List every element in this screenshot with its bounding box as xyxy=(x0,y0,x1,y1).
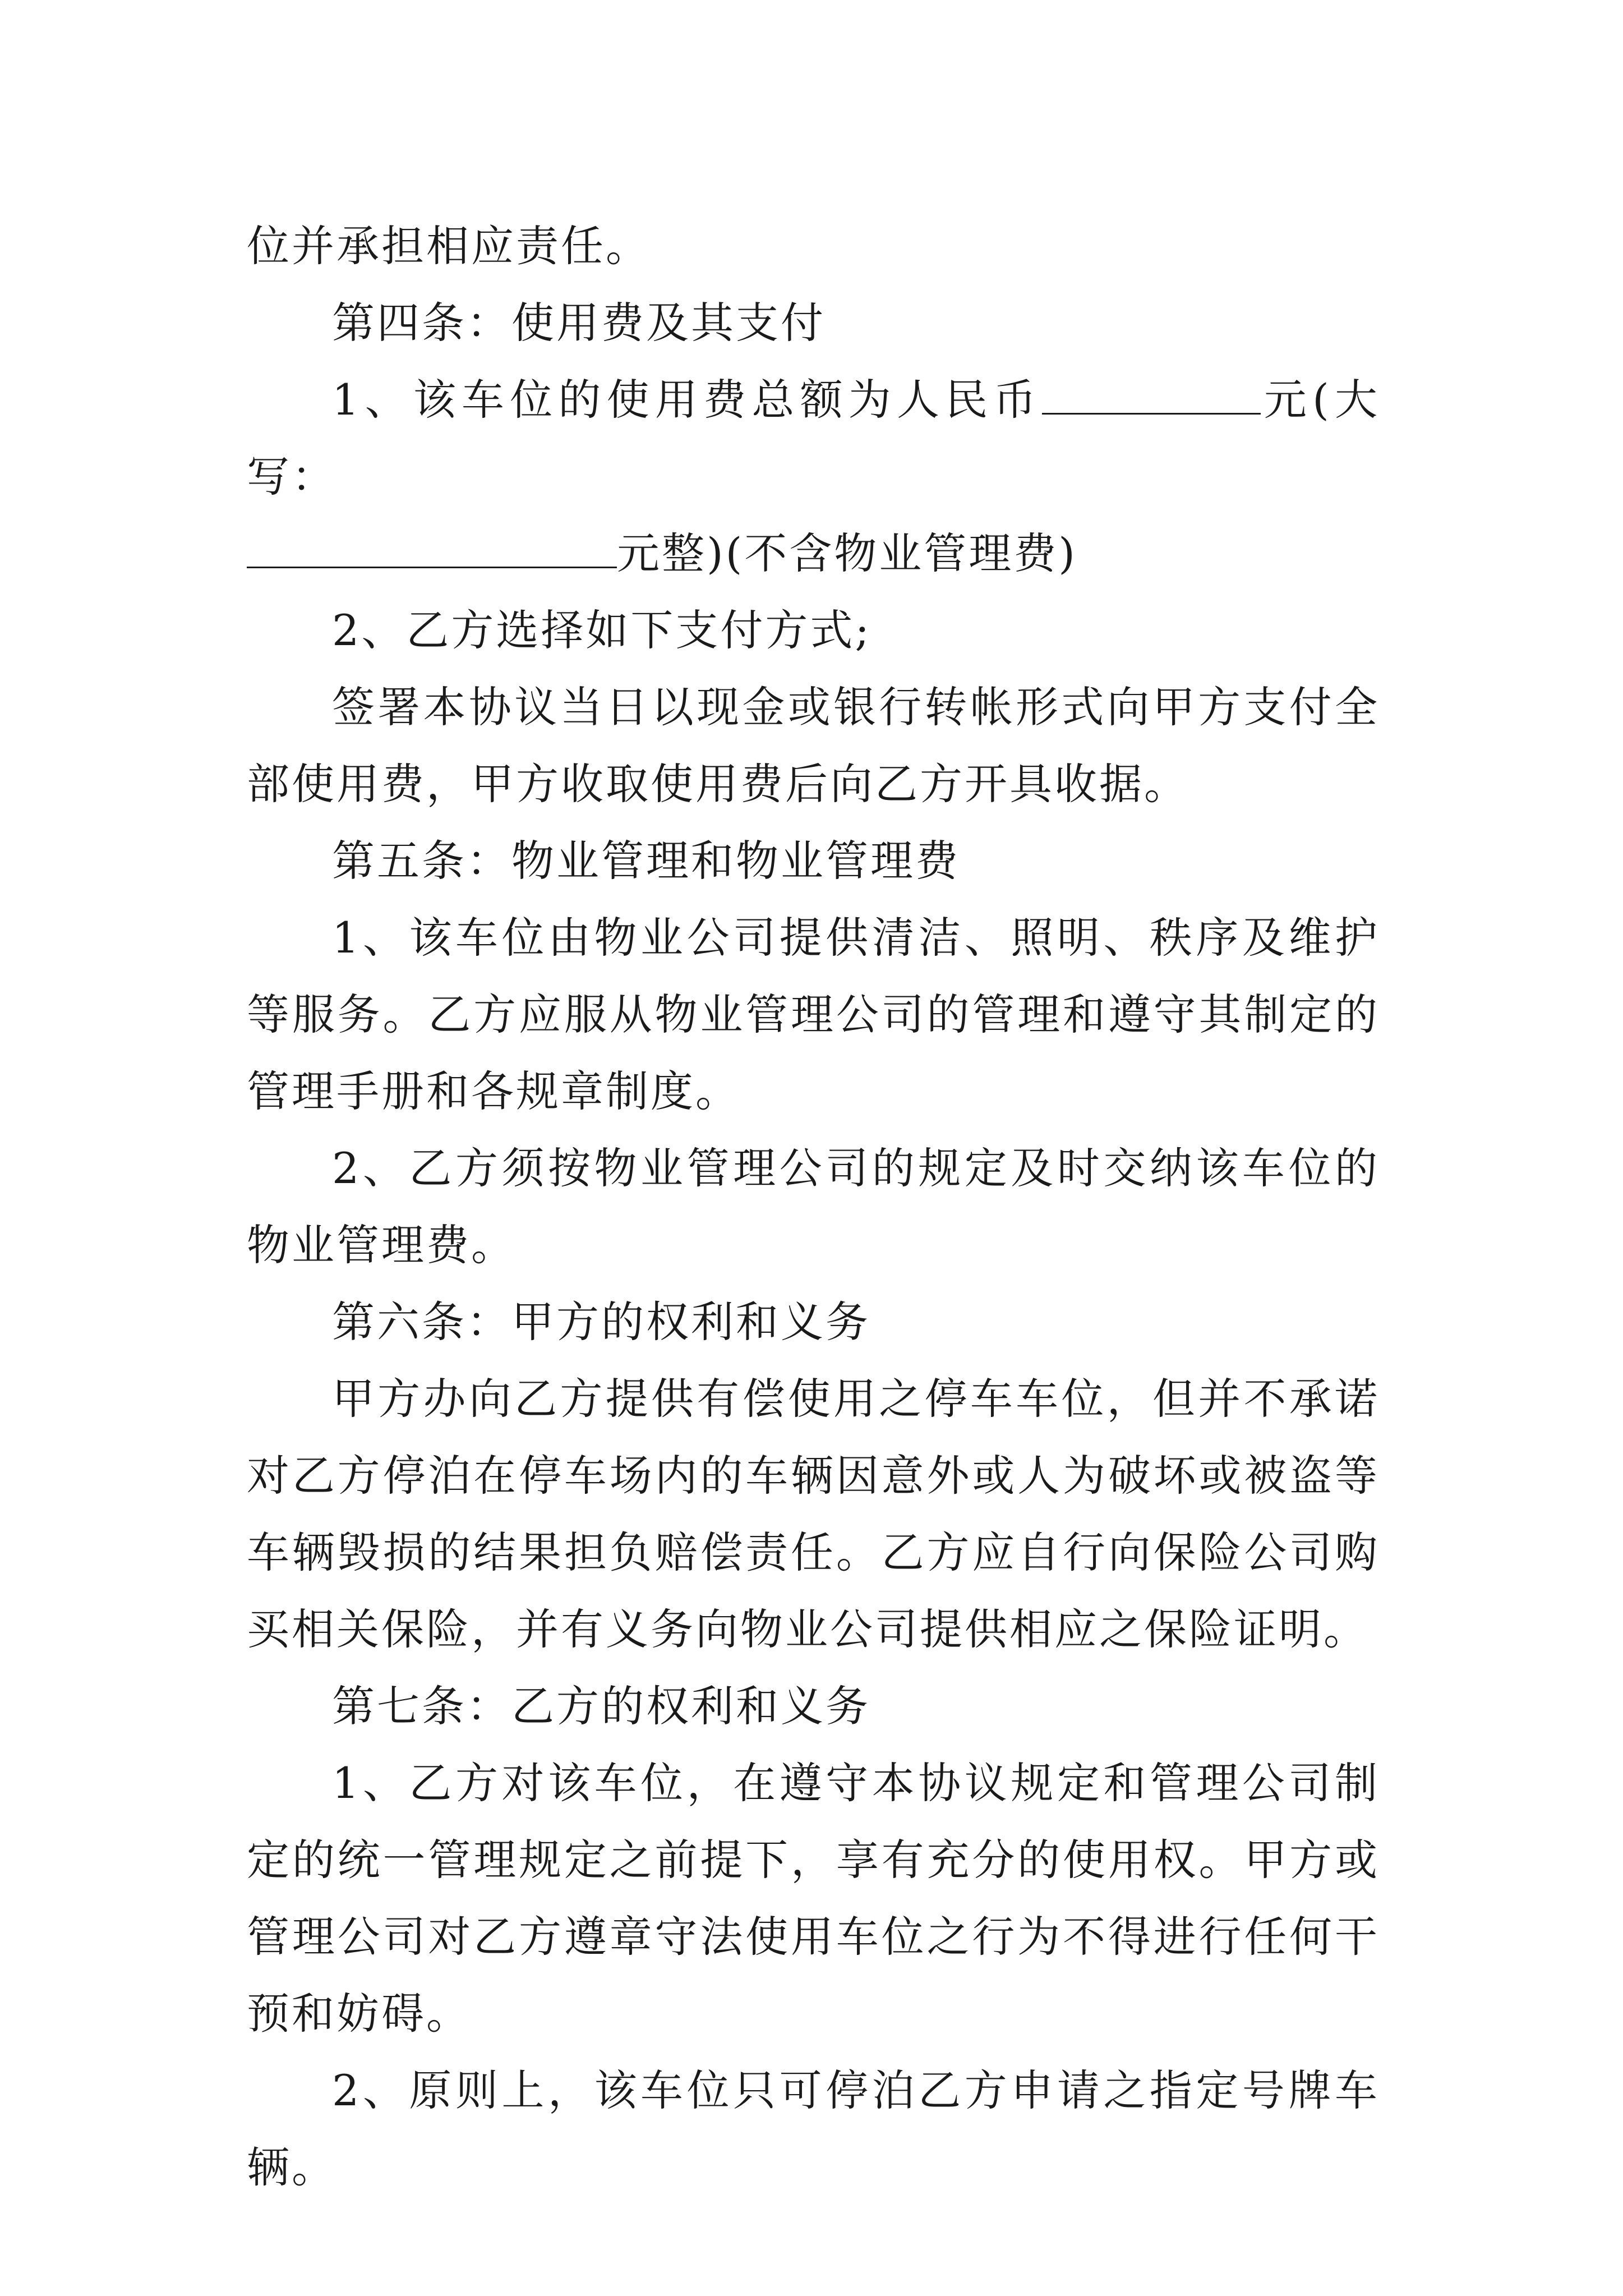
heading-text: 第六条：甲方的权利和义务 xyxy=(332,1297,870,1347)
article-5-clause-2 xyxy=(247,1130,1380,1283)
clause-text: 2、乙方须按物业管理公司的规定及时交纳该车位的物业管理费。 xyxy=(247,1143,1380,1270)
article-4-clause-2 xyxy=(247,592,1380,669)
clause-text: 1、该车位由物业公司提供清洁、照明、秩序及维护等服务。乙方应服从物业管理公司的管理和遵守其制定的管理手册和各规章制度。 xyxy=(247,913,1380,1116)
article-7-heading xyxy=(247,1668,1380,1745)
clause-text-uppercase-label: 元(大写： xyxy=(247,375,1380,501)
article-4-clause-1 xyxy=(247,361,1380,592)
paragraph-text: 签署本协议当日以现金或银行转帐形式向甲方支付全部使用费，甲方收取使用费后向乙方开具收据。 xyxy=(247,682,1380,809)
article-4-payment-detail xyxy=(247,669,1380,822)
article-6-body xyxy=(247,1360,1380,1668)
paragraph-continuation xyxy=(247,208,1380,284)
clause-text: 1、乙方对该车位，在遵守本协议规定和管理公司制定的统一管理规定之前提下，享有充分的使用权。甲方或管理公司对乙方遵章守法使用车位之行为不得进行任何干预和妨碍。 xyxy=(247,1758,1380,2039)
heading-text: 第五条：物业管理和物业管理费 xyxy=(332,836,960,886)
clause-text-tail: 元整)(不含物业管理费) xyxy=(617,528,1077,578)
clause-text: 2、乙方选择如下支付方式; xyxy=(332,605,872,655)
paragraph-text: 甲方办向乙方提供有偿使用之停车车位，但并不承诺对乙方停泊在停车场内的车辆因意外或人为破坏或被盗等车辆毁损的结果担负赔偿责任。乙方应自行向保险公司购买相关保险，并有义务向物业公司提供相应之保险证明。 xyxy=(247,1374,1380,1654)
document-body xyxy=(247,208,1380,2206)
amount-uppercase-blank xyxy=(247,527,617,568)
heading-text: 第四条：使用费及其支付 xyxy=(332,298,826,348)
paragraph-text: 位并承担相应责任。 xyxy=(247,221,651,271)
clause-text: 1、该车位的使用费总额为人民币 xyxy=(332,375,1042,425)
article-7-clause-2 xyxy=(247,2052,1380,2206)
article-7-clause-1 xyxy=(247,1745,1380,2052)
article-6-heading xyxy=(247,1283,1380,1360)
amount-blank xyxy=(1042,374,1261,415)
heading-text: 第七条：乙方的权利和义务 xyxy=(332,1681,870,1731)
article-5-heading xyxy=(247,822,1380,899)
article-4-heading xyxy=(247,284,1380,361)
clause-text: 2、原则上，该车位只可停泊乙方申请之指定号牌车辆。 xyxy=(247,2065,1380,2192)
article-5-clause-1 xyxy=(247,899,1380,1130)
